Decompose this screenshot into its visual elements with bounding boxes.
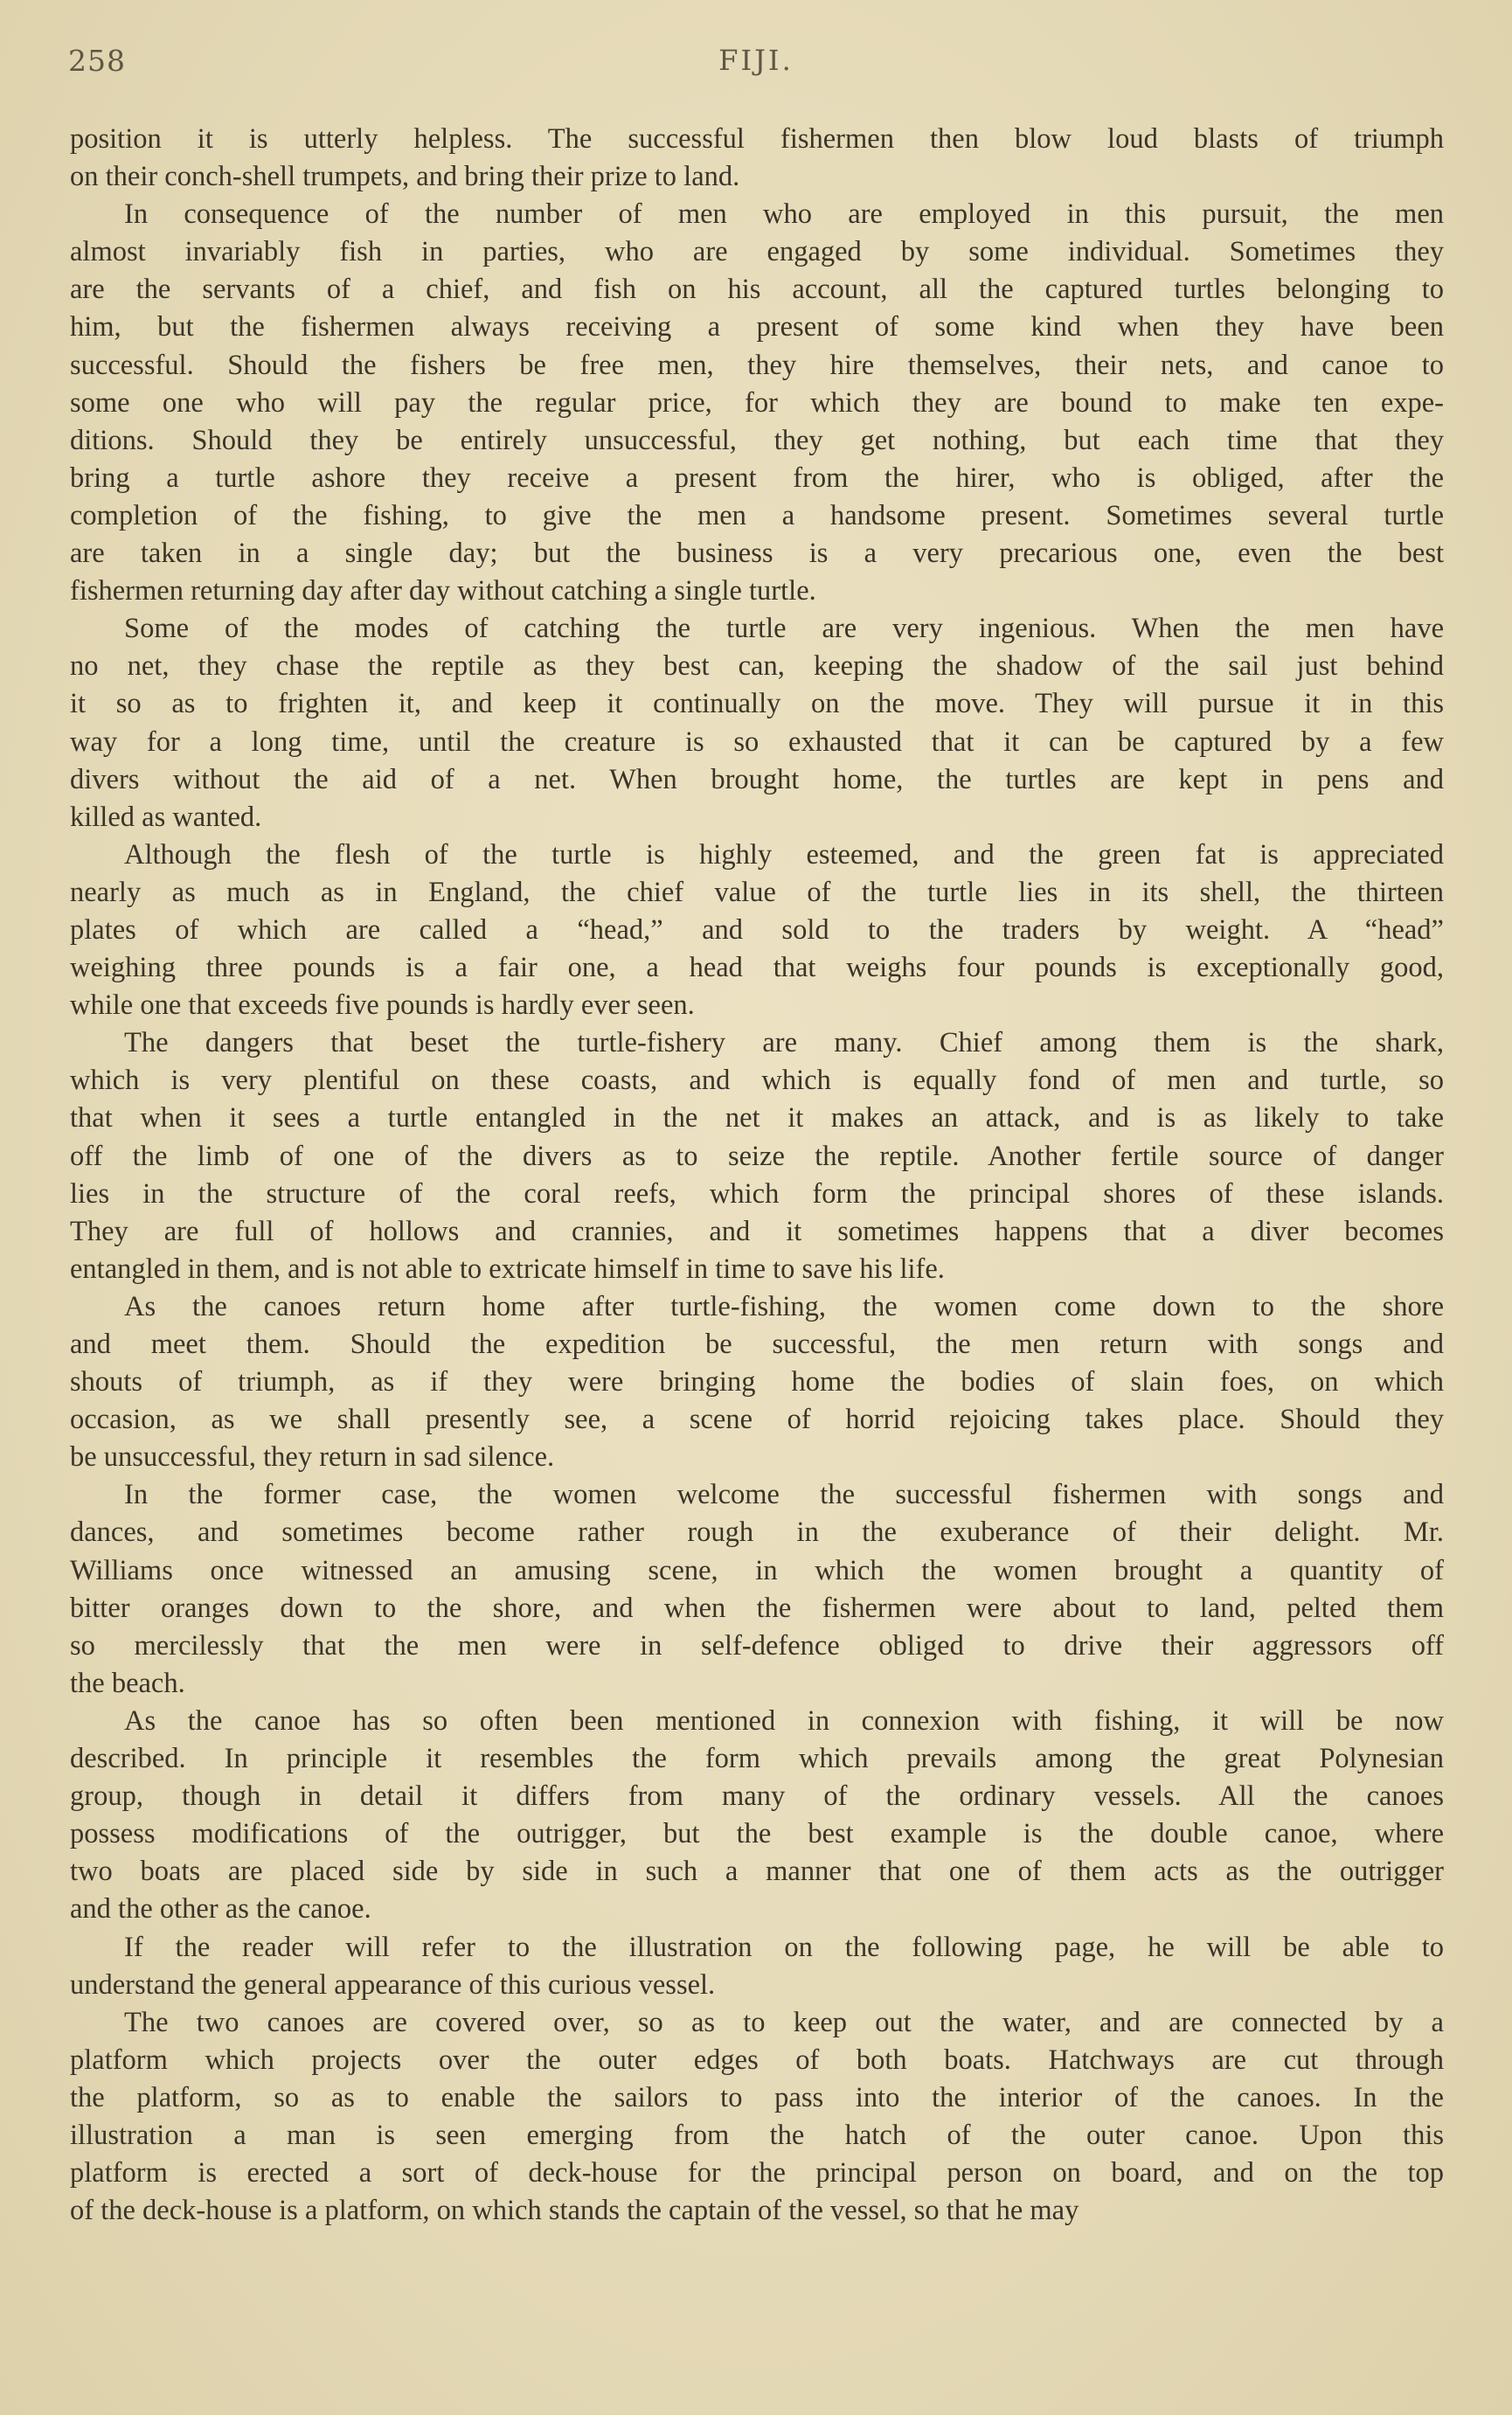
text-line: and meet them. Should the expedition be successful, the men return with songs and (70, 1329, 1444, 1360)
text-line: position it is utterly helpless. The successful fishermen then blow loud blasts of triumph (70, 123, 1444, 155)
text-line: it so as to frighten it, and keep it continually on the move. They will pursue it in this (70, 688, 1444, 720)
text-line: platform is erected a sort of deck-house for the principal person on board, and on the top (70, 2157, 1444, 2189)
text-line: no net, they chase the reptile as they best can, keeping the shadow of the sail just behind (70, 650, 1444, 683)
text-line: two boats are placed side by side in such a manner that one of them acts as the outrigger (70, 1856, 1444, 1888)
text-line: the beach. (70, 1667, 185, 1699)
text-line: As the canoes return home after turtle-fishing, the women come down to the shore (124, 1290, 1444, 1322)
paragraph (70, 1288, 1444, 1476)
text-line: be unsuccessful, they return in sad silence. (70, 1441, 555, 1474)
text-line: ditions. Should they be entirely unsuccessful, they get nothing, but each time that they (70, 424, 1444, 456)
page-header (68, 44, 1444, 86)
text-line: understand the general appearance of this curious vessel. (70, 1968, 716, 2001)
text-line: In consequence of the number of men who are employed in this pursuit, the men (124, 198, 1444, 231)
text-line: They are full of hollows and crannies, and it sometimes happens that a diver becomes (70, 1215, 1444, 1247)
paragraph (70, 610, 1444, 836)
text-line: way for a long time, until the creature is so exhausted that it can be captured by a few (70, 725, 1444, 758)
text-line: divers without the aid of a net. When brought home, the turtles are kept in pens and (70, 763, 1444, 795)
paragraph (70, 836, 1444, 1024)
text-line: bring a turtle ashore they receive a present from the hirer, who is obliged, after the (70, 461, 1444, 494)
text-line: The two canoes are covered over, so as to keep out the water, and are connected by a (124, 2006, 1444, 2038)
text-line: off the limb of one of the divers as to seize the reptile. Another fertile source of danger (70, 1140, 1444, 1172)
text-line: entangled in them, and is not able to extricate himself in time to save his life. (70, 1253, 945, 1285)
text-line: are taken in a single day; but the business is a very precarious one, even the best (70, 538, 1444, 570)
text-line: so mercilessly that the men were in self-defence obliged to drive their aggressors off (70, 1629, 1444, 1662)
text-line: occasion, as we shall presently see, a scene of horrid rejoicing takes place. Should they (70, 1404, 1444, 1436)
paragraph (70, 1476, 1444, 1703)
paragraph (70, 1929, 1444, 2004)
paragraph (70, 196, 1444, 610)
text-line: Williams once witnessed an amusing scene, in which the women brought a quantity of (70, 1554, 1444, 1586)
text-line: illustration a man is seen emerging from the hatch of the outer canoe. Upon this (70, 2119, 1444, 2151)
text-line: on their conch-shell trumpets, and bring their prize to land. (70, 161, 740, 193)
text-line: group, though in detail it differs from many of the ordinary vessels. All the canoes (70, 1780, 1444, 1813)
body-text (70, 121, 1444, 2230)
text-line: are the servants of a chief, and fish on his account, all the captured turtles belonging to (70, 274, 1444, 306)
text-line: which is very plentiful on these coasts, and which is equally fond of men and turtle, so (70, 1065, 1444, 1097)
text-line: platform which projects over the outer edges of both boats. Hatchways are cut through (70, 2044, 1444, 2076)
text-line: Although the flesh of the turtle is highly esteemed, and the green fat is appreciated (124, 838, 1444, 871)
text-line: killed as wanted. (70, 801, 262, 833)
paragraph (70, 121, 1444, 196)
paragraph (70, 1024, 1444, 1288)
text-line: that when it sees a turtle entangled in the net it makes an attack, and is as likely to take (70, 1102, 1444, 1135)
paragraph (70, 1703, 1444, 1929)
text-line: and the other as the canoe. (70, 1893, 371, 1926)
text-line: successful. Should the fishers be free men, they hire themselves, their nets, and canoe to (70, 349, 1444, 381)
text-line: dances, and sometimes become rather rough in the exuberance of their delight. Mr. (70, 1516, 1444, 1549)
text-line: bitter oranges down to the shore, and when the fishermen were about to land, pelted them (70, 1592, 1444, 1624)
text-line: possess modifications of the outrigger, but the best example is the double canoe, where (70, 1818, 1444, 1850)
text-line: the platform, so as to enable the sailors to pass into the interior of the canoes. In the (70, 2081, 1444, 2113)
text-line: If the reader will refer to the illustration on the following page, he will be able to (124, 1931, 1444, 1963)
text-line: shouts of triumph, as if they were bringing home the bodies of slain foes, on which (70, 1366, 1444, 1398)
text-line: him, but the fishermen always receiving a present of some kind when they have been (70, 311, 1444, 344)
text-line: nearly as much as in England, the chief value of the turtle lies in its shell, the thirteen (70, 876, 1444, 908)
text-line: Some of the modes of catching the turtle are very ingenious. When the men have (124, 613, 1444, 645)
page-number: 258 (68, 44, 126, 78)
text-line: almost invariably fish in parties, who are engaged by some individual. Sometimes they (70, 236, 1444, 268)
running-head: FIJI. (718, 44, 794, 77)
paragraph (70, 2004, 1444, 2231)
text-line: some one who will pay the regular price, for which they are bound to make ten expe- (70, 386, 1444, 419)
text-line: weighing three pounds is a fair one, a head that weighs four pounds is exceptionally good, (70, 952, 1444, 984)
text-line: completion of the fishing, to give the men a handsome present. Sometimes several turtle (70, 499, 1444, 531)
text-line: lies in the structure of the coral reefs, which form the principal shores of these islands. (70, 1177, 1444, 1210)
text-line: plates of which are called a “head,” and sold to the traders by weight. A “head” (70, 913, 1444, 946)
text-line: In the former case, the women welcome the successful fishermen with songs and (124, 1479, 1444, 1511)
text-line: while one that exceeds five pounds is hardly ever seen. (70, 989, 695, 1022)
text-line: The dangers that beset the turtle-fishery are many. Chief among them is the shark, (124, 1027, 1444, 1059)
text-line: of the deck-house is a platform, on which stands the captain of the vessel, so that he may (70, 2195, 1079, 2227)
text-line: As the canoe has so often been mentioned in connexion with fishing, it will be now (124, 1704, 1444, 1737)
text-line: fishermen returning day after day without catching a single turtle. (70, 575, 816, 607)
text-line: described. In principle it resembles the form which prevails among the great Polynesian (70, 1743, 1444, 1775)
